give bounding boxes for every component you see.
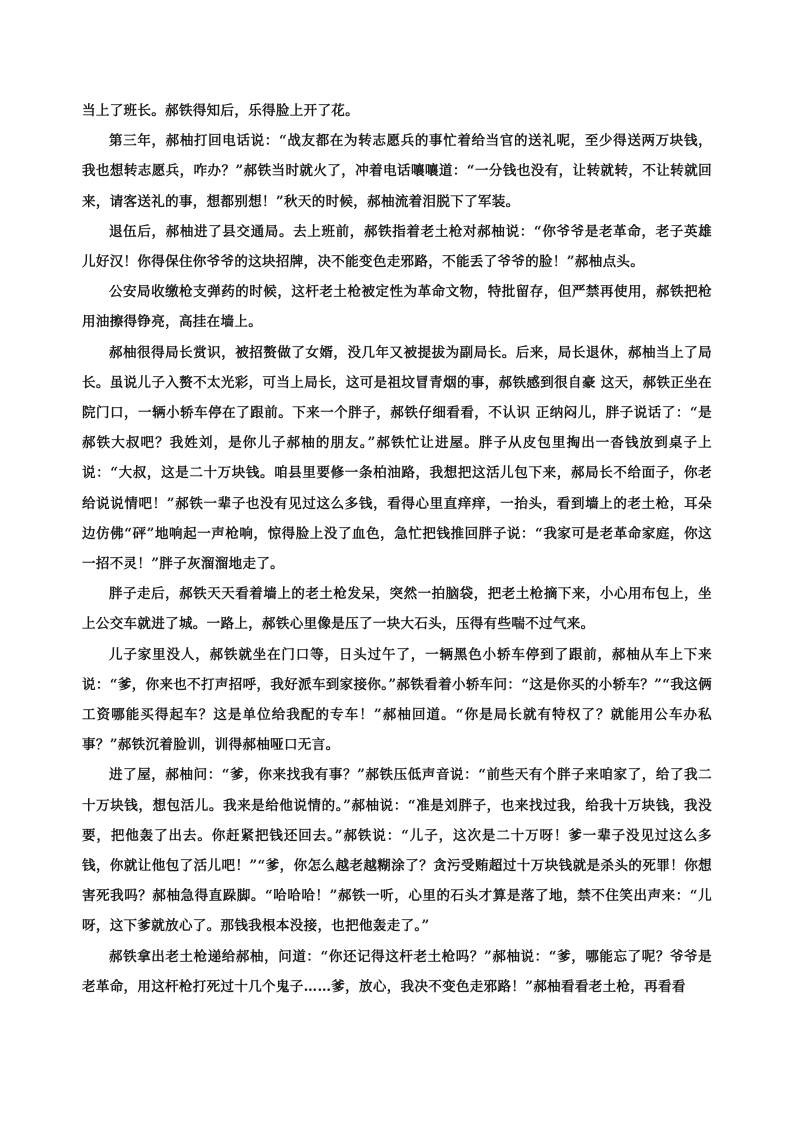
paragraph-8: 进了屋，郝柚问：“爹，你来找我有事？”郝铁压低声音说：“前些天有个胖子来咱家了，给了我二十万块钱，想包活儿。我来是给他说情的。”郝柚说：“准是刘胖子，也来找过我，给我十万块钱，我没要，把他轰了出去。你赶紧把钱还回去。”郝铁说：“儿子，这次是二十万呀！爹一辈子没见过这么多钱，你就让他包了活儿吧！”“爹，你怎么越老越糊涂了？贪污受贿超过十万块钱就是杀头的死罪！你想害死我吗？郝柚急得直跺脚。“哈哈哈！”郝铁一听，心里的石头才算是落了地，禁不住笑出声来：“儿呀，这下爹就放心了。那钱我根本没接，也把他轰走了。”	[82, 767, 712, 935]
paragraph-9: 郝铁拿出老土枪递给郝柚，问道：“你还记得这杆老土枪吗？”郝柚说：“爹，哪能忘了呢？爷爷是老革命，用这杆枪打死过十几个鬼子……爹，放心，我决不变色走邪路！”郝柚看看老土枪，再看看	[82, 948, 712, 995]
paragraph-3: 退伍后，郝柚进了县交通局。去上班前，郝铁指着老土枪对郝柚说：“你爷爷是老革命，老子英雄儿好汉！你得保住你爷爷的这块招牌，决不能变色走邪路，不能丢了爷爷的脸！”郝柚点头。	[82, 223, 712, 271]
paragraph-4: 公安局收缴枪支弹药的时候，这杆老土枪被定性为革命文物，特批留存，但严禁再使用，郝铁把枪用油擦得铮亮，高挂在墙上。	[82, 284, 712, 331]
paragraph-6: 胖子走后，郝铁天天看着墙上的老土枪发呆，突然一拍脑袋，把老土枪摘下来，小心用布包上，坐上公交车就进了城。一路上，郝铁心里像是压了一块大石头，压得有些喘不过气来。	[82, 586, 712, 633]
paragraph-5: 郝柚很得局长赏识，被招赘做了女婿，没几年又被提拔为副局长。后来，局长退休，郝柚当上了局长。虽说儿子入赘不太光彩，可当上局长，这可是祖坟冒青烟的事，郝铁感到很自豪 这天，郝铁正坐在院门口，一辆小轿车停在了跟前。下来一个胖子，郝铁仔细看看，不认识 正纳闷儿，胖子说话了：“是郝铁大叔吧？我姓刘，是你儿子郝柚的朋友。”郝铁忙让进屋。胖子从皮包里掏出一沓钱放到桌子上说：“大叔，这是二十万块钱。咱县里要修一条柏油路，我想把这活儿包下来，郝局长不给面子，你老给说说情吧！”郝铁一辈子也没有见过这么多钱，看得心里直痒痒，一抬头，看到墙上的老土枪，耳朵边仿佛“砰”地响起一声枪响，惊得脸上没了血色，急忙把钱推回胖子说：“我家可是老革命家庭，你这一招不灵！”胖子灰溜溜地走了。	[82, 344, 712, 573]
paragraph-1: 当上了班长。郝铁得知后，乐得脸上开了花。	[82, 103, 359, 119]
paragraph-2: 第三年，郝柚打回电话说：“战友都在为转志愿兵的事忙着给当官的送礼呢，至少得送两万块钱，我也想转志愿兵，咋办？”郝铁当时就火了，冲着电话嚷嚷道：“一分钱也没有，让转就转，不让转就回来，请客送礼的事，想都别想！”秋天的时候，郝柚流着泪脱下了军装。	[82, 133, 712, 210]
paragraph-7: 儿子家里没人，郝铁就坐在门口等，日头过午了，一辆黑色小轿车停到了跟前，郝柚从车上下来说：“爹，你来也不打声招呼，我好派车到家接你。”郝铁看着小轿车问：“这是你买的小轿车？”“我这俩工资哪能买得起车？这是单位给我配的专车！”郝柚回道。“你是局长就有特权了？就能用公车办私事？”郝铁沉着脸训，训得郝柚哑口无言。	[82, 646, 712, 754]
